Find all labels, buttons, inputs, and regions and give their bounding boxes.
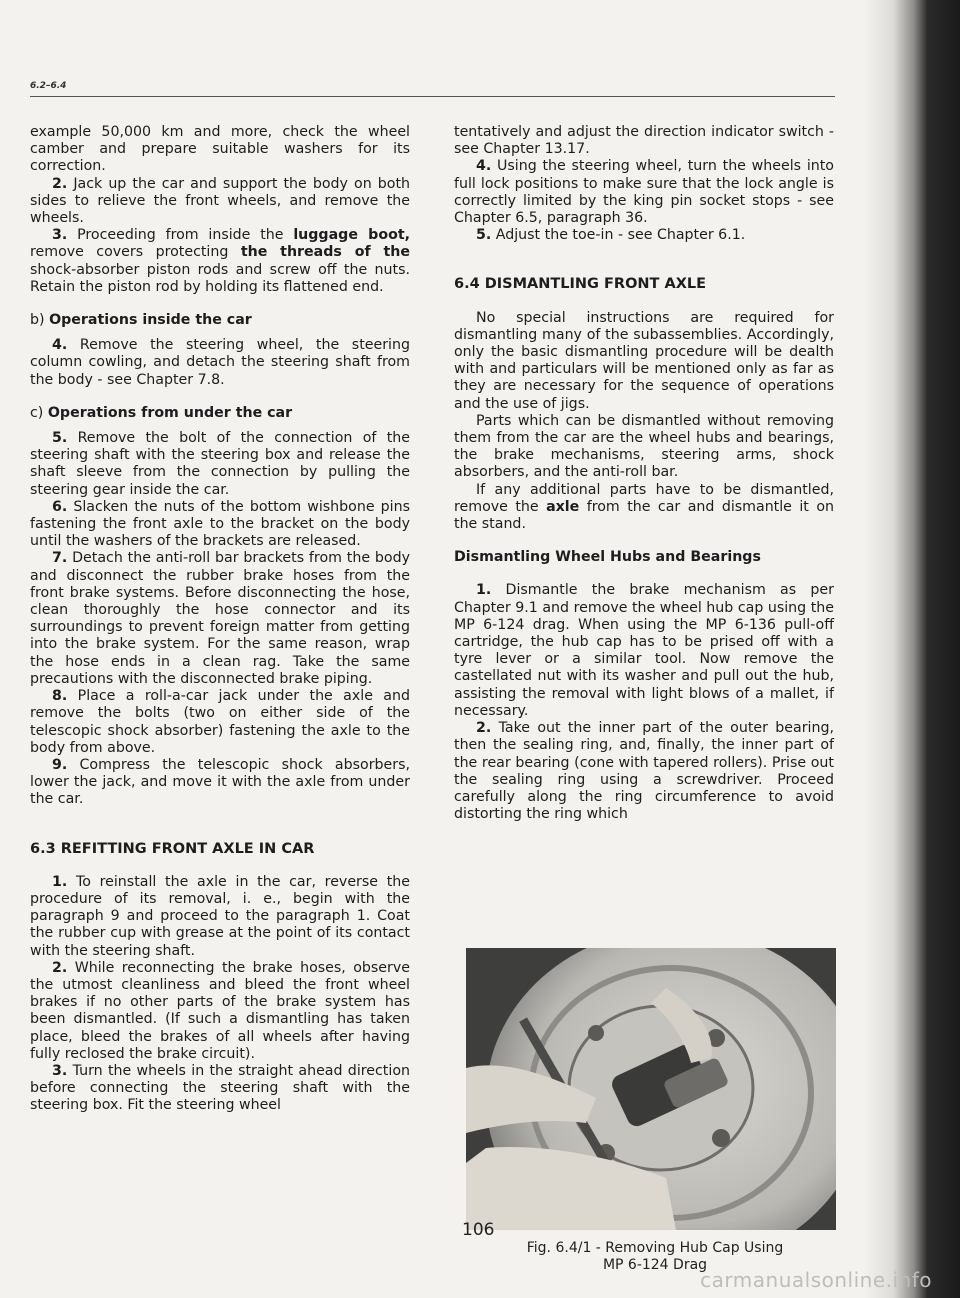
paragraph: example 50,000 km and more, check the wheel camber and prepare suitable washers for its correction. [30, 124, 410, 175]
hub-step-1: 1. Dismantle the brake mechanism as per Chapter 9.1 and remove the wheel hub cap using the MP 6-124 drag. When using the MP 6-136 pull-off cartridge, the hub cap has to be prised off with a tyre lever or a similar tool. Now remove the castellated nut with its washer and pull out the hub, assisting the removal with light blows of a mallet, if necessary. [454, 582, 834, 719]
left-column [30, 124, 410, 1115]
refit-step-4: 4. Using the steering wheel, turn the wheels into full lock positions to make sure that the lock angle is correctly limited by the king pin socket stops - see Chapter 6.5, paragraph 36. [454, 158, 834, 227]
watermark-text: carmanualsonline.info [700, 1268, 932, 1292]
section-heading-6-3: 6.3 REFITTING FRONT AXLE IN CAR [30, 840, 315, 857]
right-column [454, 124, 834, 823]
refit-step-2: 2. While reconnecting the brake hoses, observe the utmost cleanliness and bleed the front wheel brakes if no other parts of the brake system has been dismantled. (If such a dismantling has taken place, bleed the brakes of all wheels after having fully reclosed the brake circuit). [30, 959, 410, 1062]
subheading-c: c) Operations from under the car [30, 404, 293, 421]
book-spine-shadow [864, 0, 960, 1298]
paragraph: No special instructions are required for dismantling many of the subassemblies. Accordingly, only the basic dismantling procedure will be dealth with and particulars will be mentioned only as far as they are necessary for the sequence of operations and the use of jigs. [454, 309, 834, 412]
subheading-b: b) Operations inside the car [30, 312, 252, 329]
step-6: 6. Slacken the nuts of the bottom wishbone pins fastening the front axle to the bracket on the body until the washers of the brackets are released. [30, 498, 410, 550]
refit-step-3: 3. Turn the wheels in the straight ahead direction before connecting the steering shaft with the steering box. Fit the steering wheel [30, 1062, 410, 1114]
page-number: 106 [462, 1220, 495, 1240]
step-9: 9. Compress the telescopic shock absorbers, lower the jack, and move it with the axle from under the car. [30, 756, 410, 808]
step-4: 4. Remove the steering wheel, the steering column cowling, and detach the steering shaft from the body - see Chapter 7.8. [30, 337, 410, 388]
section-heading-6-4: 6.4 DISMANTLING FRONT AXLE [454, 276, 707, 293]
hub-step-2: 2. Take out the inner part of the outer bearing, then the sealing ring, and, finally, the inner part of the rear bearing (cone with tapered rollers). Prise out the sealing ring using a screwdriver. Proceed carefully along the ring circumference to avoid distorting the ring which [454, 720, 834, 823]
paragraph: Parts which can be dismantled without removing them from the car are the wheel hubs and bearings, the brake mechanisms, steering arms, shock absorbers, and the anti-roll bar. [454, 412, 834, 481]
step-8: 8. Place a roll-a-car jack under the axle and remove the bolts (two on either side of the telescopic shock absorber) fastening the axle to the body from above. [30, 688, 410, 756]
figure-hub-cap-photo [466, 948, 836, 1230]
header-rule [30, 96, 835, 97]
step-5: 5. Remove the bolt of the connection of the steering shaft with the steering box and release the shaft sleeve from the connection by pulling the steering gear inside the car. [30, 430, 410, 498]
hub-cap-removal-illustration [466, 948, 836, 1230]
refit-step-1: 1. To reinstall the axle in the car, reverse the procedure of its removal, i. e., begin with the paragraph 9 and proceed to the paragraph 1. Coat the rubber cup with grease at the point of its contact with the steering shaft. [30, 873, 410, 959]
paragraph: If any additional parts have to be dismantled, remove the axle from the car and dismantle it on the stand. [454, 481, 834, 533]
subheading-wheel-hubs: Dismantling Wheel Hubs and Bearings [454, 549, 761, 566]
paragraph: tentatively and adjust the direction indicator switch - see Chapter 13.17. [454, 124, 834, 158]
figure-caption: Fig. 6.4/1 - Removing Hub Cap Using MP 6-124 Drag [526, 1240, 784, 1273]
refit-step-5: 5. Adjust the toe-in - see Chapter 6.1. [476, 227, 746, 244]
step-3: 3. Proceeding from inside the luggage boot, remove covers protecting the threads of the shock-absorber piston rods and screw off the nuts. Retain the piston rod by holding its flattened end. [30, 227, 410, 295]
step-7: 7. Detach the anti-roll bar brackets from the body and disconnect the rubber brake hoses from the front brake systems. Before disconnecting the hose, clean thoroughly the hose connector and its surroundings to prevent foreign matter from getting into the brake system. For the same reason, wrap the hose ends in a clean rag. Take the same precautions with the disconnected brake piping. [30, 550, 410, 687]
step-2: 2. Jack up the car and support the body on both sides to relieve the front wheels, and remove the wheels. [30, 175, 410, 227]
page-header-section-range: 6.2–6.4 [30, 81, 67, 91]
